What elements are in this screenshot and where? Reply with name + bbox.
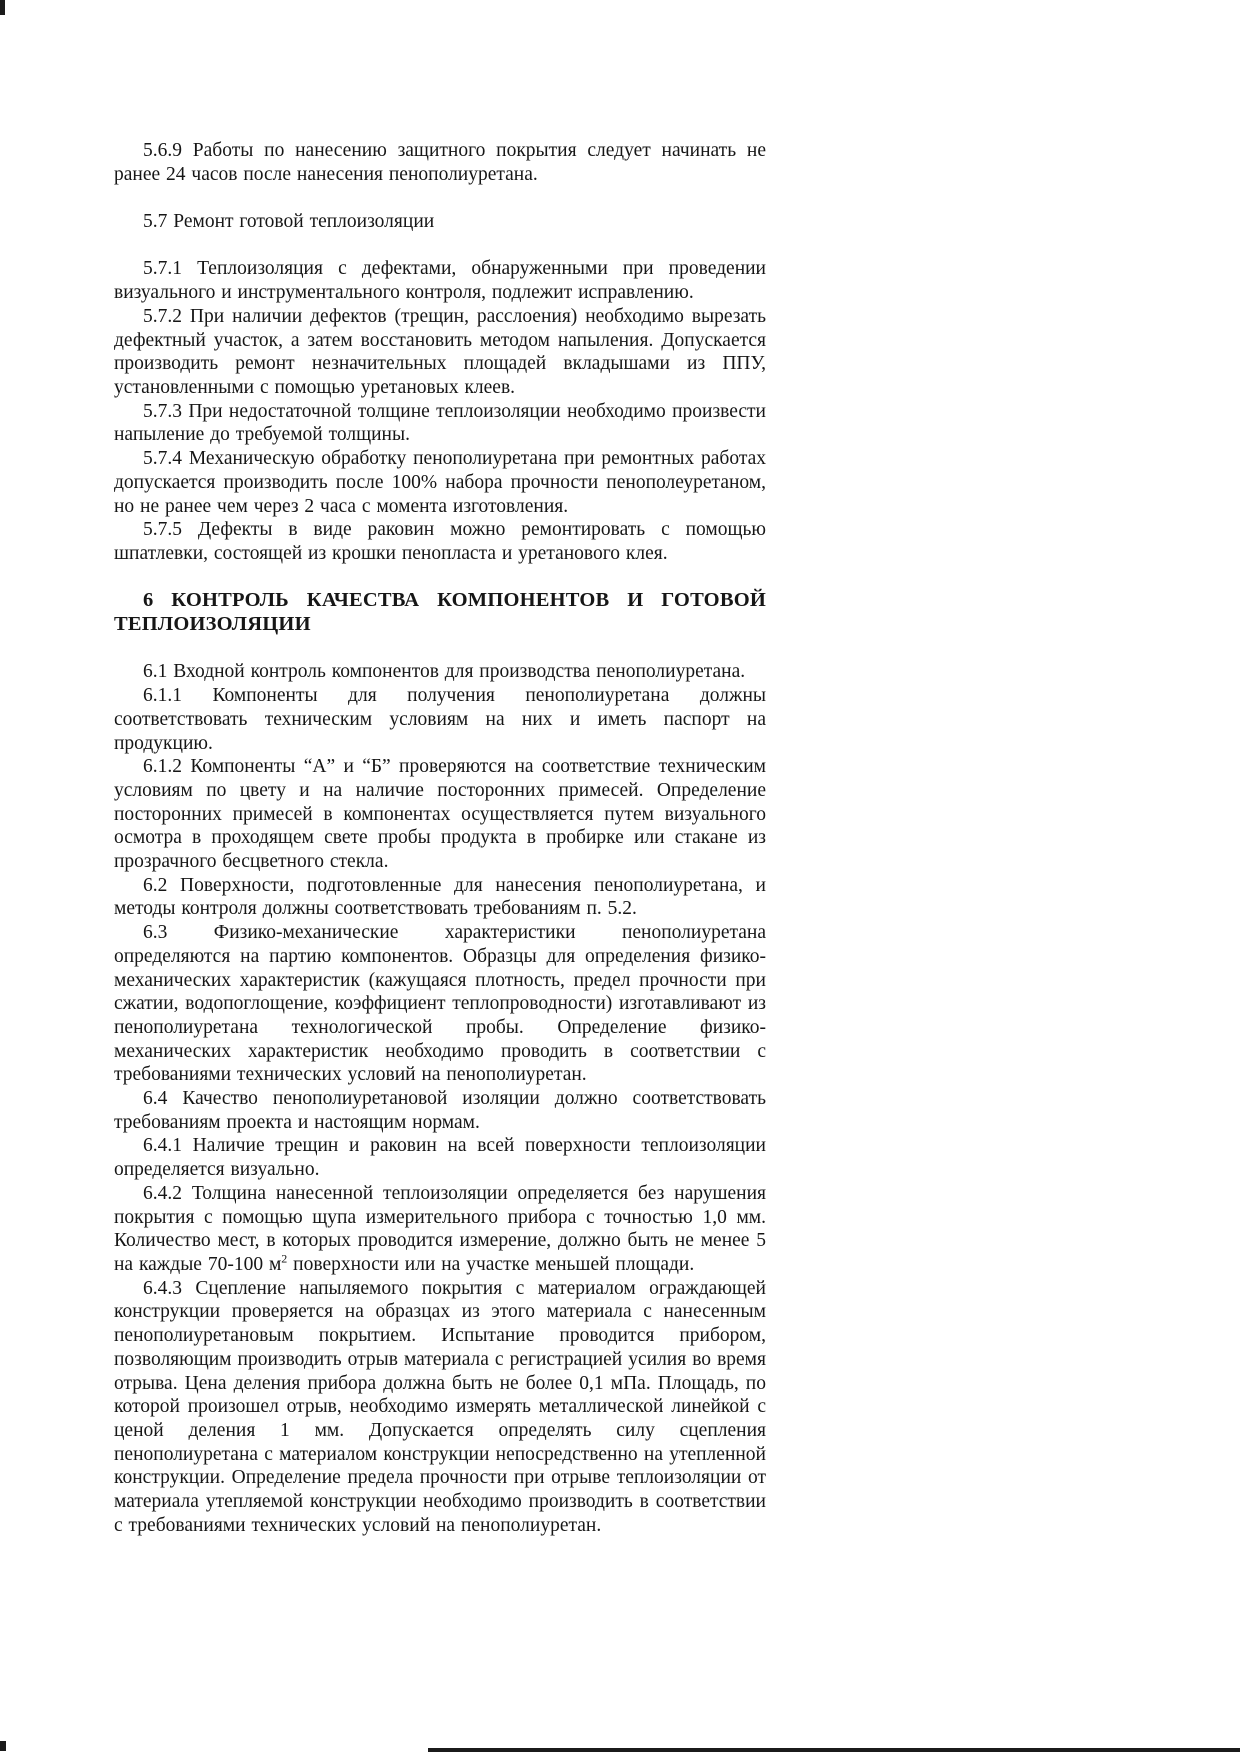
paragraph-6-4-2-text-cont: поверхности или на участке меньшей площади. <box>287 1253 695 1275</box>
subsection-title-5-7: 5.7 Ремонт готовой теплоизоляции <box>143 211 435 233</box>
paragraph-6-1: 6.1 Входной контроль компонентов для производства пенополиуретана. <box>143 661 746 683</box>
paragraph-5-7-5: 5.7.5 Дефекты в виде раковин можно ремонтировать с помощью шпатлевки, состоящей из крошки пенопласта и уретанового клея. <box>114 519 766 564</box>
paragraph-6-4-3: 6.4.3 Сцепление напыляемого покрытия с материалом ограждающей конструкции проверяется на образцах из этого материала с нанесенным пенополиуретановым покрытием. Испытание проводится прибором, позволяющим производить отрыв материала с регистрацией усилия во время отрыва. Цена деления прибора должна быть не более 0,1 мПа. Площадь, по которой произошел отрыв, необходимо измерять металлической линейкой с ценой деления 1 мм. Допускается определять силу сцепления пенополиуретана с материалом конструкции непосредственно на утепленной конструкции. Определение предела прочности при отрыве теплоизоляции от материала утепляемой конструкции необходимо производить в соответствии с требованиями технических условий на пенополиуретан. <box>114 1277 766 1536</box>
paragraph-6-2: 6.2 Поверхности, подготовленные для нанесения пенополиуретана, и методы контроля должны соответствовать требованиям п. 5.2. <box>114 874 766 920</box>
scan-artifact-top-left <box>0 0 5 15</box>
paragraph-5-6-9: 5.6.9 Работы по нанесению защитного покрытия следует начинать не ранее 24 часов после нанесения пенополиуретана. <box>114 140 766 185</box>
paragraph-5-7-4: 5.7.4 Механическую обработку пенополиуретана при ремонтных работах допускается производить после 100% набора прочности пенополеуретаном, но не ранее чем через 2 часа с момента изготовления. <box>114 448 766 517</box>
paragraph-5-7-3: 5.7.3 При недостаточной толщине теплоизоляции необходимо произвести напыление до требуемой толщины. <box>114 400 766 446</box>
paragraph-6-1-2: 6.1.2 Компоненты “А” и “Б” проверяются на соответствие техническим условиям по цвету и на наличие посторонних примесей. Определение посторонних примесей в компонентах осуществляется путем визуального осмотра в проходящем свете пробы продукта в пробирке или стакане из прозрачного бесцветного стекла. <box>114 756 766 873</box>
paragraph-6-4: 6.4 Качество пенополиуретановой изоляции должно соответствовать требованиям проекта и настоящим нормам. <box>114 1088 766 1133</box>
square-meters-superscript: 2 <box>281 1251 288 1266</box>
paragraph-6-4-2-text: 6.4.2 Толщина нанесенной теплоизоляции определяется без нарушения покрытия с помощью щупа измерительного прибора с точностью 1,0 мм. Количество мест, в которых проводится измерение, должно быть не менее 5 на каждые 70-100 м <box>114 1182 766 1275</box>
paragraph-6-4-1: 6.4.1 Наличие трещин и раковин на всей поверхности теплоизоляции определяется визуально. <box>114 1135 766 1181</box>
section-heading-6: 6 КОНТРОЛЬ КАЧЕСТВА КОМПОНЕНТОВ И ГОТОВОЙ ТЕПЛОИЗОЛЯЦИИ <box>114 589 766 636</box>
paragraph-6-1-1: 6.1.1 Компоненты для получения пенополиуретана должны соответствовать техническим условиям на них и иметь паспорт на продукцию. <box>114 685 766 754</box>
paragraph-6-3: 6.3 Физико-механические характеристики пенополиуретана определяются на партию компонентов. Образцы для определения физико-механических характеристик (кажущаяся плотность, предел прочности при сжатии, водопоглощение, коэффициент теплопроводности) изготавливают из пенополиуретана технологической пробы. Определение физико-механических характеристик необходимо проводить в соответствии с требованиями технических условий на пенополиуретан. <box>114 922 766 1086</box>
document-text-column <box>114 139 766 1537</box>
scan-artifact-bottom-left <box>0 1741 6 1751</box>
paragraph-6-4-2 <box>114 1182 766 1277</box>
paragraph-5-7-1: 5.7.1 Теплоизоляция с дефектами, обнаруженными при проведении визуального и инструментального контроля, подлежит исправлению. <box>114 258 766 304</box>
scan-artifact-bottom-edge <box>428 1748 1240 1752</box>
paragraph-5-7-2: 5.7.2 При наличии дефектов (трещин, расслоения) необходимо вырезать дефектный участок, а затем восстановить методом напыления. Допускается производить ремонт незначительных площадей вкладышами из ППУ, установленными с помощью уретановых клеев. <box>114 305 766 398</box>
